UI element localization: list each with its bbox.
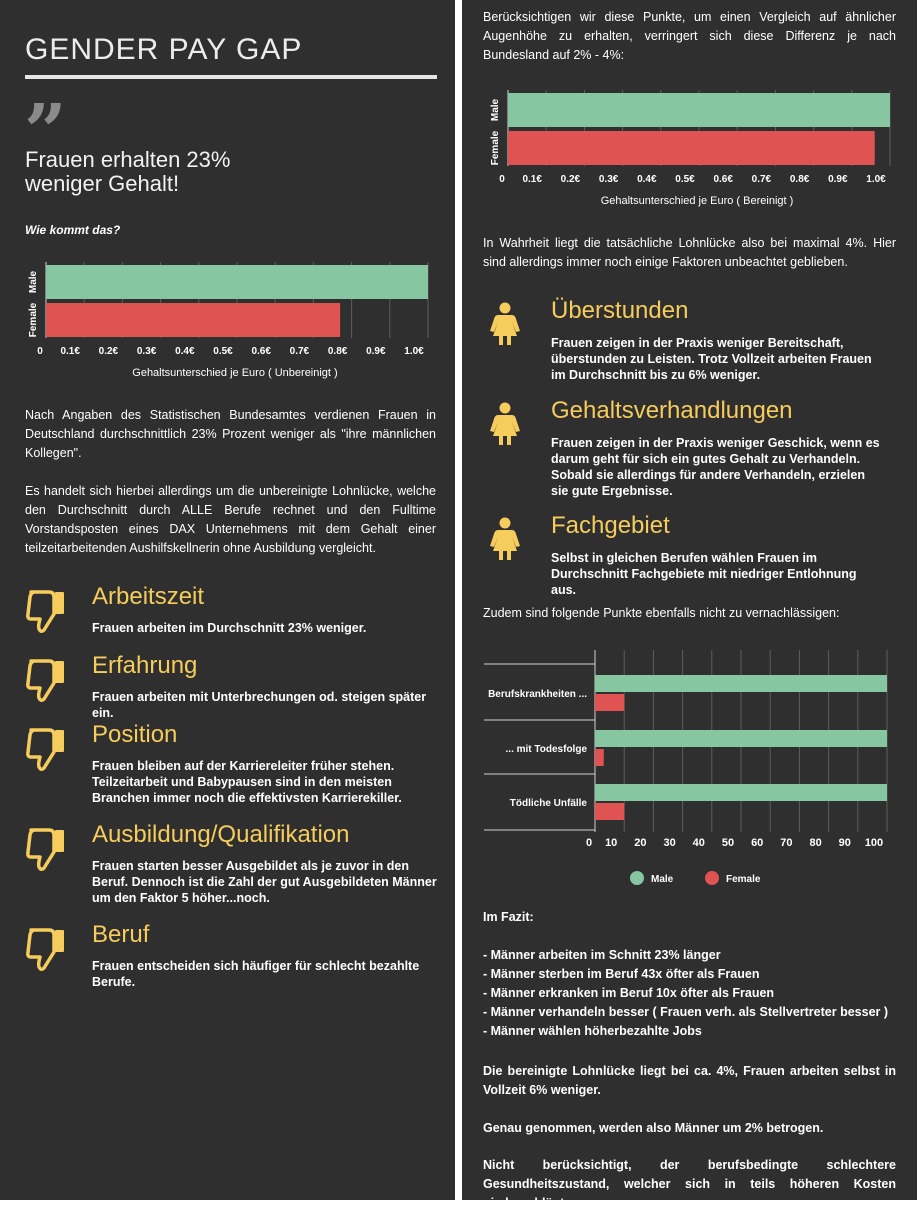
title-divider <box>25 75 437 79</box>
tick-label: 80 <box>809 837 822 849</box>
woman-icon <box>488 517 522 566</box>
feature-title: Position <box>92 721 178 748</box>
feature-text: Frauen arbeiten im Durchschnitt 23% weniger. <box>92 621 367 635</box>
fazit-item: - Männer arbeiten im Schnitt 23% länger <box>483 948 721 962</box>
left-column <box>0 0 455 1200</box>
tick-label: 0.4€ <box>637 174 657 185</box>
tick-label: 0.2€ <box>98 346 119 357</box>
bar-male <box>595 675 887 692</box>
fazit-heading: Im Fazit: <box>483 910 534 924</box>
tick-label: 20 <box>634 837 647 849</box>
tick-label: 0.7€ <box>751 174 772 185</box>
category-label: ... mit Todesfolge <box>505 744 587 755</box>
fazit-item: - Männer wählen höherbezahlte Jobs <box>483 1024 702 1038</box>
chart-bereinigt <box>482 86 902 211</box>
legend-label: Female <box>726 874 761 885</box>
fazit-item: - Männer erkranken im Beruf 10x öfter als Frauen <box>483 986 775 1000</box>
bar-female <box>595 749 604 766</box>
bar-male <box>46 265 428 299</box>
tick-label: 10 <box>605 837 618 849</box>
tick-label: 0.9€ <box>828 174 848 185</box>
paragraph-unbereinigt: Es handelt sich hierbei allerdings um die unbereinigte Lohnlücke, welche den Durchschnitt durch ALLE Berufe rechnet und den Fulltime Vorstandsposten eines DAX Unternehmens mit dem Gehalt einer teilzeitarbeitenden Aushilfskellnerin ohne Ausbildung vergleicht. <box>25 484 436 555</box>
tick-label: 0.3€ <box>136 346 157 357</box>
tick-label: 0 <box>585 837 593 849</box>
page-title: GENDER PAY GAP <box>25 33 303 66</box>
paragraph-vergleich: Berücksichtigen wir diese Punkte, um einen Vergleich auf ähnlicher Augenhöhe zu erhalten, verringert sich diese Differenz je nach Bundesland auf 2% - 4%: <box>483 10 896 62</box>
feature-text: Frauen entscheiden sich häufiger für schlecht bezahlte Berufe. <box>92 959 420 989</box>
tick-label: 0.8€ <box>327 346 348 357</box>
category-label: Berufskrankheiten ... <box>488 689 587 700</box>
tick-label: 60 <box>751 837 764 849</box>
tick-label: 0.7€ <box>289 346 310 357</box>
paragraph-bereinigte-luecke: Die bereinigte Lohnlücke liegt bei ca. 4%, Frauen arbeiten selbst in Vollzeit 6% weniger. <box>483 1064 896 1097</box>
fazit-item: - Männer verhandeln besser ( Frauen verh. als Stellvertreter besser ) <box>483 1005 889 1019</box>
tick-label: 50 <box>721 837 735 849</box>
tick-label: 0.3€ <box>598 174 619 185</box>
category-label: Male <box>490 98 501 122</box>
tick-label: 90 <box>838 837 851 849</box>
chart-berufskrankheiten <box>482 646 902 891</box>
feature-title: Gehaltsverhandlungen <box>551 397 793 424</box>
feature-text: Frauen starten besser Ausgebildet als je zuvor in den Beruf. Dennoch ist die Zahl der gut Ausgebildeten Männer um den Faktor 5 höher...noch. <box>92 859 437 905</box>
bar-female <box>595 694 624 711</box>
category-label: Female <box>28 302 39 338</box>
tick-label: 0.1€ <box>60 346 80 357</box>
feature-title: Überstunden <box>551 297 689 324</box>
thumbs-down-icon <box>25 588 67 639</box>
tick-label: 0 <box>37 346 43 357</box>
thumbs-down-icon <box>25 726 67 777</box>
tick-label: 0.4€ <box>175 346 195 357</box>
bar-male <box>595 730 887 747</box>
feature-title: Arbeitszeit <box>92 583 205 610</box>
tick-label: 0.5€ <box>213 346 233 357</box>
tick-label: 0.9€ <box>366 346 386 357</box>
feature-title: Fachgebiet <box>551 512 670 539</box>
legend-marker <box>630 871 644 885</box>
tick-label: 40 <box>692 837 705 849</box>
feature-text: Frauen arbeiten mit Unterbrechungen od. steigen später ein. <box>92 690 427 720</box>
tick-label: 0.6€ <box>251 346 271 357</box>
legend-marker <box>705 871 719 885</box>
thumbs-down-icon <box>25 926 67 977</box>
bar-male <box>595 784 887 801</box>
legend-label: Male <box>651 874 674 885</box>
fazit-item: - Männer sterben im Beruf 43x öfter als Frauen <box>483 967 760 981</box>
category-label: Male <box>28 270 39 294</box>
tick-label: 0.5€ <box>675 174 695 185</box>
feature-text: Frauen bleiben auf der Karriereleiter früher stehen. Teilzeitarbeit und Babypausen sind in den meisten Branchen immer noch die effektivsten Karrierekiller. <box>92 759 402 805</box>
bar-female <box>595 803 624 820</box>
tick-label: 1.0€ <box>866 174 886 185</box>
feature-title: Ausbildung/Qualifikation <box>92 821 350 848</box>
subheadline: Wie kommt das? <box>25 223 121 237</box>
feature-title: Beruf <box>92 921 150 948</box>
feature-text: Selbst in gleichen Berufen wählen Frauen im Durchschnitt Fachgebiete mit niedriger Entlohnung aus. <box>551 551 857 597</box>
headline: Frauen erhalten 23% weniger Gehalt! <box>25 147 231 196</box>
tick-label: 100 <box>864 837 884 849</box>
category-label: Tödliche Unfälle <box>509 798 587 809</box>
feature-title: Erfahrung <box>92 652 198 679</box>
paragraph-zudem: Zudem sind folgende Punkte ebenfalls nicht zu vernachlässigen: <box>483 606 840 620</box>
thumbs-down-icon <box>25 826 67 877</box>
woman-icon <box>488 402 522 451</box>
bar-male <box>508 93 890 127</box>
axis-label: Gehaltsunterschied je Euro ( Bereinigt ) <box>600 195 794 207</box>
fazit-list <box>483 946 896 1041</box>
bar-female <box>508 131 875 165</box>
axis-label: Gehaltsunterschied je Euro ( Unbereinigt ) <box>132 367 338 379</box>
woman-icon <box>488 302 522 351</box>
quote-icon: ” <box>24 89 67 175</box>
tick-label: 0.2€ <box>560 174 581 185</box>
right-column <box>462 0 917 1210</box>
category-label: Female <box>490 130 501 166</box>
tick-label: 0.1€ <box>522 174 542 185</box>
tick-label: 0.6€ <box>713 174 733 185</box>
feature-text: Frauen zeigen in der Praxis weniger Geschick, wenn es darum geht für sich ein gutes Gehalt zu Verhandeln. Sobald sie allerdings für andere Verhandeln, erzielen sie gute Ergebnisse. <box>551 436 880 498</box>
tick-label: 1.0€ <box>404 346 424 357</box>
paragraph-wahrheit: In Wahrheit liegt die tatsächliche Lohnlücke also bei maximal 4%. Hier sind allerdings immer noch einige Faktoren unbeachtet geblieben. <box>483 236 896 269</box>
tick-label: 0 <box>499 174 505 185</box>
tick-label: 70 <box>780 837 793 849</box>
bar-female <box>46 303 340 337</box>
paragraph-statistik: Nach Angaben des Statistischen Bundesamtes verdienen Frauen in Deutschland durchschnittlich 23% Prozent weniger als "ihre männlichen Kollegen". <box>25 408 436 460</box>
feature-text: Frauen zeigen in der Praxis weniger Bereitschaft, überstunden zu Leisten. Trotz Vollzeit arbeiten Frauen im Durchschnitt bis zu 6% weniger. <box>551 336 872 382</box>
paragraph-betrogen: Genau genommen, werden also Männer um 2% betrogen. <box>483 1121 824 1135</box>
paragraph-gesundheit: Nicht berücksichtigt, der berufsbedingte schlechtere Gesundheitszustand, welcher sich in teils höheren Kosten niederschlägt. <box>483 1158 896 1210</box>
tick-label: 30 <box>663 837 676 849</box>
tick-label: 0.8€ <box>789 174 810 185</box>
thumbs-down-icon <box>25 657 67 708</box>
chart-unbereinigt <box>20 258 440 383</box>
